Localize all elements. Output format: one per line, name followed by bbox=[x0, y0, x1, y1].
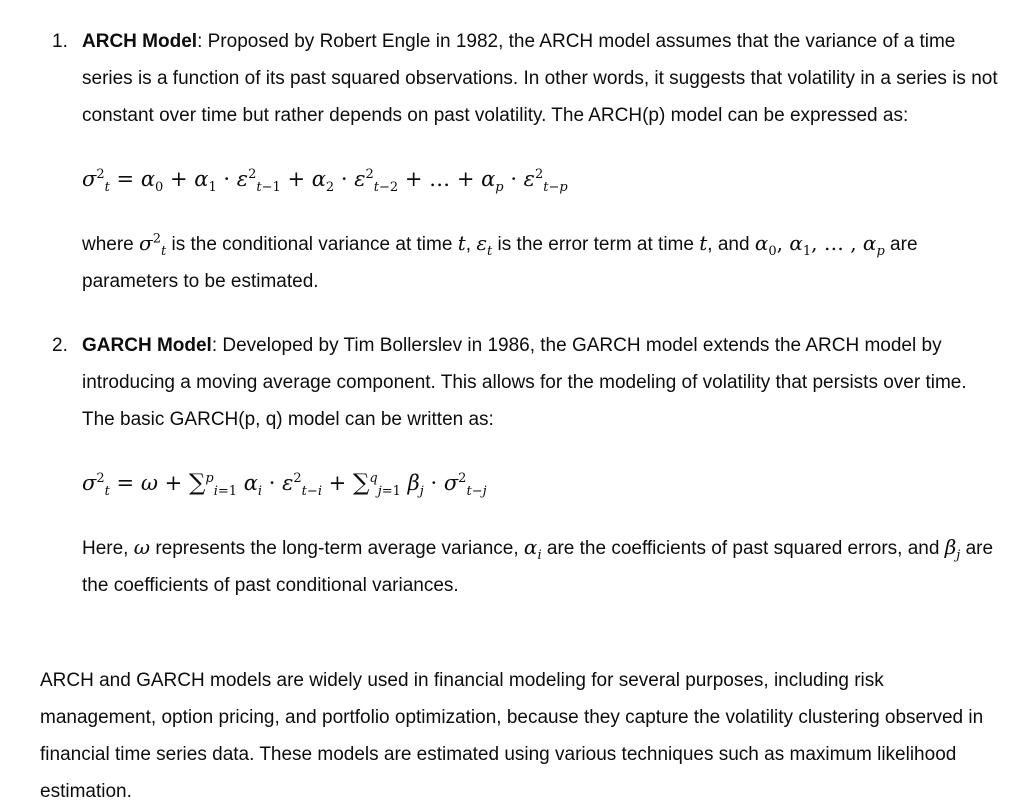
garch-equation: $\sigma^2_t = \omega + \sum^p_{i=1}$ $\alpha_i \cdot \varepsilon^2_{t-i} + \sum^q_{j=1}$ $\beta_j \cdot \sigma^2_{t-j}$ bbox=[82, 470, 487, 500]
list-number: 2. bbox=[52, 335, 68, 356]
list-item-garch bbox=[0, 327, 1023, 604]
alpha-i: $\alpha_i$ bbox=[523, 535, 542, 563]
arch-equation: $\sigma^2_t = \alpha_0 + \alpha_1 \cdot \varepsilon^2_{t-1} + \alpha_2 \cdot \varepsilon^2_{t-2}$ + … + $\alpha_p \cdot \varepsilon^2_{t-p}$ bbox=[82, 167, 568, 196]
garch-term: GARCH Model bbox=[82, 335, 212, 356]
omega: ω bbox=[133, 535, 151, 559]
epsilon-t: $\varepsilon_t$ bbox=[476, 231, 493, 259]
closing-paragraph: ARCH and GARCH models are widely used in financial modeling for several purposes, including risk management, option pricing, and portfolio optimization, because they capture the volatility clustering observed in financial time series data. These models are estimated using various techniques such as maximum likelihood estimation. bbox=[40, 670, 984, 802]
beta-j: $\beta_j$ bbox=[944, 535, 961, 563]
garch-intro-text: Developed by Tim Bollerslev in 1986, the GARCH model extends the ARCH model by introducing a moving average component. This allows for the modeling of volatility that persists over time. The basic GARCH(p, q) model can be written as: bbox=[82, 335, 967, 430]
list-item-arch bbox=[0, 23, 1023, 300]
alpha-parameters: $\alpha_0$, $\alpha_1$, … , $\alpha_p$ bbox=[754, 231, 885, 259]
garch-here-paragraph: Here, ω represents the long-term average variance, $\alpha_i$ are the coefficients of past squared errors, and $\beta_j$ are the coefficients of past conditional variances. bbox=[82, 535, 994, 596]
numbered-list bbox=[0, 23, 1023, 604]
sigma-t-squared: $\sigma^2_t$ bbox=[139, 231, 167, 259]
arch-intro-text: Proposed by Robert Engle in 1982, the ARCH model assumes that the variance of a time series is a function of its past squared observations. In other words, it suggests that volatility in a series is not constant over time but rather depends on past volatility. The ARCH(p) model can be expressed as: bbox=[82, 31, 998, 126]
arch-term: ARCH Model bbox=[82, 31, 198, 52]
arch-intro-paragraph: ARCH Model: Proposed by Robert Engle in 1982, the ARCH model assumes that the variance of a time series is a function of its past squared observations. In other words, it suggests that volatility in a series is not constant over time but rather depends on past volatility. The ARCH(p) model can be expressed as: bbox=[82, 31, 998, 126]
garch-intro-paragraph: GARCH Model: Developed by Tim Bollerslev in 1986, the GARCH model extends the ARCH model by introducing a moving average component. This allows for the modeling of volatility that persists over time. The basic GARCH(p, q) model can be written as: bbox=[82, 335, 967, 430]
list-number: 1. bbox=[52, 31, 68, 52]
arch-where-paragraph: where $\sigma^2_t$ is the conditional variance at time t, $\varepsilon_t$ is the error term at time t, and $\alpha_0$, $\alpha_1$, … , $\alpha_p$ are parameters to be estimated. bbox=[82, 231, 918, 292]
